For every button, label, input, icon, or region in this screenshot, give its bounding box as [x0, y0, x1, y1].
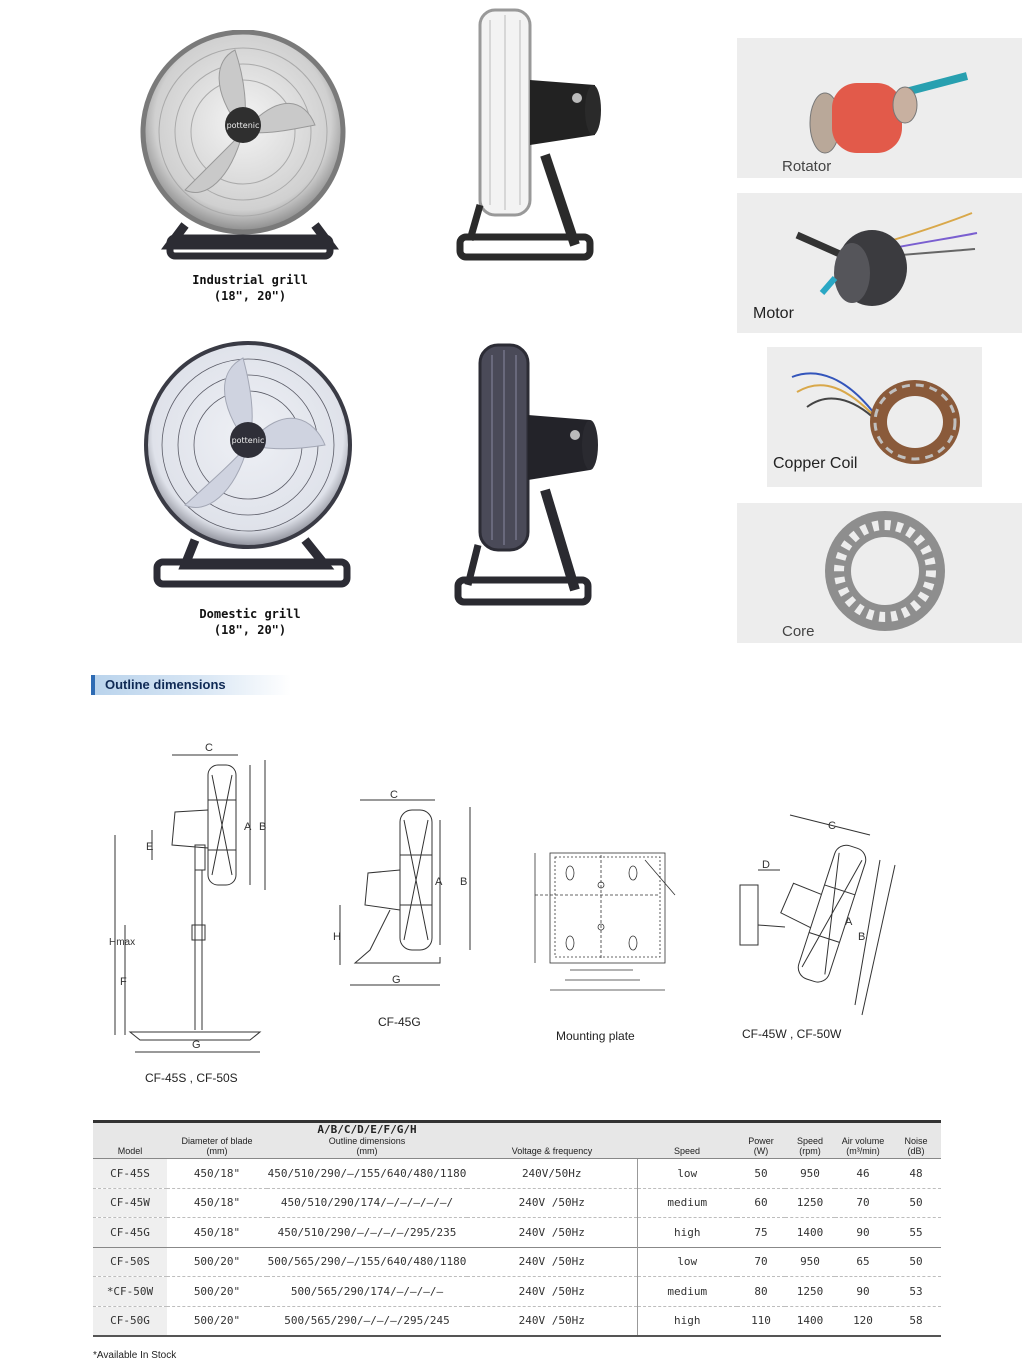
cell-diameter: 450/18" — [167, 1159, 267, 1189]
motor-photo — [737, 193, 1022, 333]
cell-model: CF-45G — [93, 1218, 167, 1248]
cell-dimensions: 450/510/290/—/—/—/—/295/235 — [267, 1218, 467, 1248]
cell-rpm: 950 — [785, 1247, 835, 1277]
dim-label-b: B — [460, 876, 468, 888]
table-row — [93, 1159, 941, 1189]
diagram-cf-45s — [100, 740, 280, 1060]
table-row — [93, 1277, 941, 1307]
cell-rpm: 950 — [785, 1159, 835, 1189]
section-title: Outline dimensions — [105, 677, 226, 692]
diagram-caption: CF-45G — [378, 1015, 421, 1029]
core-photo — [737, 503, 1022, 643]
dims-code: A/B/C/D/E/F/G/H — [317, 1123, 417, 1136]
dim-label-c: C — [205, 742, 213, 754]
cell-power: 60 — [737, 1188, 785, 1218]
cell-voltage: 240V /50Hz — [467, 1306, 637, 1336]
brand-logo: pottenic — [226, 121, 260, 130]
rotator-image — [737, 38, 1022, 178]
product-sizes: (18", 20") — [213, 289, 287, 303]
part-label: Motor — [753, 305, 794, 322]
table-header-row — [93, 1122, 941, 1159]
product-sizes: (18", 20") — [213, 623, 287, 637]
cell-diameter: 450/18" — [167, 1218, 267, 1248]
industrial-fan-front-image — [130, 30, 360, 265]
industrial-fan-side-image — [445, 5, 615, 265]
dim-label-f: F — [120, 976, 127, 988]
cell-speed: low — [637, 1159, 737, 1189]
section-heading — [91, 675, 291, 695]
brand-logo: pottenic — [231, 436, 265, 445]
cell-diameter: 500/20" — [167, 1247, 267, 1277]
col-header-dimensions: A/B/C/D/E/F/G/H Outline dimensions (mm) — [267, 1122, 467, 1159]
diagram-cf-45g — [330, 785, 480, 995]
dim-label-a: A — [244, 821, 252, 833]
cell-speed: high — [637, 1218, 737, 1248]
dim-label-h: H — [333, 931, 341, 943]
cell-voltage: 240V /50Hz — [467, 1247, 637, 1277]
part-label: Copper Coil — [773, 455, 858, 472]
cell-voltage: 240V /50Hz — [467, 1188, 637, 1218]
cell-rpm: 1400 — [785, 1218, 835, 1248]
cell-diameter: 500/20" — [167, 1277, 267, 1307]
rotator-photo — [737, 38, 1022, 178]
cell-noise: 50 — [891, 1247, 941, 1277]
table-row — [93, 1218, 941, 1248]
col-header-model: Model — [93, 1122, 167, 1159]
domestic-fan-side-image — [450, 340, 610, 610]
cell-voltage: 240V/50Hz — [467, 1159, 637, 1189]
dim-label-e: E — [146, 841, 154, 853]
cell-voltage: 240V /50Hz — [467, 1218, 637, 1248]
cell-dimensions: 500/565/290/174/—/—/—/— — [267, 1277, 467, 1307]
cell-power: 80 — [737, 1277, 785, 1307]
dim-label-a: A — [845, 916, 853, 928]
col-header-rpm: Speed (rpm) — [785, 1122, 835, 1159]
product-name: Industrial grill — [192, 273, 308, 287]
cell-model: CF-50S — [93, 1247, 167, 1277]
dim-label-c: C — [828, 820, 836, 832]
diagram-cf-45w — [730, 805, 910, 1020]
cell-air-volume: 46 — [835, 1159, 891, 1189]
industrial-grill-caption — [150, 272, 350, 304]
cell-voltage: 240V /50Hz — [467, 1277, 637, 1307]
col-header-speed: Speed — [637, 1122, 737, 1159]
col-header-diameter: Diameter of blade (mm) — [167, 1122, 267, 1159]
cell-speed: medium — [637, 1277, 737, 1307]
diagram-mounting-plate — [525, 835, 685, 1000]
cell-noise: 53 — [891, 1277, 941, 1307]
dim-label-g: G — [192, 1039, 201, 1051]
cell-power: 50 — [737, 1159, 785, 1189]
table-row — [93, 1188, 941, 1218]
table-row — [93, 1247, 941, 1277]
cell-noise: 55 — [891, 1218, 941, 1248]
copper-coil-photo — [767, 347, 982, 487]
col-header-power: Power (W) — [737, 1122, 785, 1159]
domestic-grill-caption — [150, 606, 350, 638]
cell-air-volume: 90 — [835, 1218, 891, 1248]
cell-power: 110 — [737, 1306, 785, 1336]
dim-label-hmax: Hmax — [109, 937, 136, 948]
cell-dimensions: 450/510/290/174/—/—/—/—/—/ — [267, 1188, 467, 1218]
dim-label-c: C — [390, 789, 398, 801]
cell-air-volume: 65 — [835, 1247, 891, 1277]
cell-dimensions: 450/510/290/—/155/640/480/1180 — [267, 1159, 467, 1189]
domestic-fan-front-image — [135, 340, 365, 600]
cell-model: CF-45W — [93, 1188, 167, 1218]
cell-power: 75 — [737, 1218, 785, 1248]
dim-label-g: G — [392, 974, 401, 986]
cell-noise: 50 — [891, 1188, 941, 1218]
cell-model: *CF-50W — [93, 1277, 167, 1307]
dim-label-d: D — [762, 859, 770, 871]
cell-speed: high — [637, 1306, 737, 1336]
cell-rpm: 1250 — [785, 1188, 835, 1218]
cell-air-volume: 70 — [835, 1188, 891, 1218]
dim-label-b: B — [259, 821, 267, 833]
cell-rpm: 1250 — [785, 1277, 835, 1307]
cell-speed: medium — [637, 1188, 737, 1218]
diagram-caption: Mounting plate — [556, 1029, 635, 1043]
cell-rpm: 1400 — [785, 1306, 835, 1336]
cell-dimensions: 500/565/290/—/155/640/480/1180 — [267, 1247, 467, 1277]
col-header-noise: Noise (dB) — [891, 1122, 941, 1159]
col-header-air-volume: Air volume (m³/min) — [835, 1122, 891, 1159]
cell-diameter: 500/20" — [167, 1306, 267, 1336]
part-label: Rotator — [782, 158, 832, 175]
cell-air-volume: 90 — [835, 1277, 891, 1307]
dim-label-a: A — [435, 876, 443, 888]
stock-footnote: *Available In Stock — [93, 1350, 177, 1361]
core-image — [737, 503, 1022, 643]
cell-air-volume: 120 — [835, 1306, 891, 1336]
diagram-caption: CF-45W , CF-50W — [742, 1027, 842, 1041]
cell-dimensions: 500/565/290/—/—/—/295/245 — [267, 1306, 467, 1336]
table-row — [93, 1306, 941, 1336]
specification-table — [93, 1120, 941, 1337]
cell-diameter: 450/18" — [167, 1188, 267, 1218]
cell-speed: low — [637, 1247, 737, 1277]
cell-noise: 58 — [891, 1306, 941, 1336]
cell-power: 70 — [737, 1247, 785, 1277]
diagram-caption: CF-45S , CF-50S — [145, 1071, 238, 1085]
cell-noise: 48 — [891, 1159, 941, 1189]
product-name: Domestic grill — [199, 607, 301, 621]
cell-model: CF-50G — [93, 1306, 167, 1336]
dim-label-b: B — [858, 931, 866, 943]
col-header-voltage: Voltage & frequency — [467, 1122, 637, 1159]
part-label: Core — [782, 623, 815, 640]
cell-model: CF-45S — [93, 1159, 167, 1189]
